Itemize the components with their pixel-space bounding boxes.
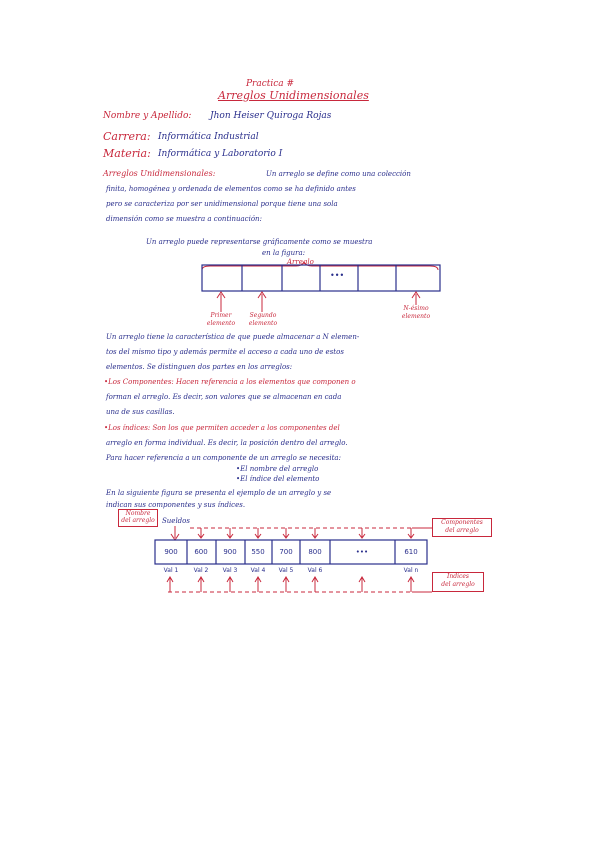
needs-item-1: •El índice del elemento (236, 475, 320, 483)
components-note-0: Componentes (441, 519, 483, 526)
intro-line-3: dimensión como se muestra a continuación: (106, 215, 262, 223)
body-line-1: tos del mismo tipo y además permite el acceso a cada uno de estos (106, 348, 344, 356)
page-title: Arreglos Unidimensionales (218, 89, 369, 102)
name-label: Nombre y Apellido: (103, 111, 192, 121)
closing-line-1: indican sus componentes y sus índices. (106, 501, 246, 509)
career-value: Informática Industrial (158, 132, 259, 142)
array-name: Sueldos (162, 517, 190, 525)
cell-value-n: 610 (404, 548, 418, 556)
index-label-1: Val 1 (163, 567, 179, 574)
cell-value-1: 900 (164, 548, 178, 556)
indices-line-0: •Los índices: Son los que permiten acceder a los componentes del (104, 424, 340, 432)
figure1-second-label-1: elemento (248, 320, 278, 327)
indices-line-1: arreglo en forma individual. Es decir, la posición dentro del arreglo. (106, 439, 348, 447)
intro-line-0: Un arreglo se define como una colección (266, 170, 411, 178)
array-name-note-0: Nombre (125, 510, 151, 517)
figure1-nth-label-1: elemento (401, 313, 431, 320)
figure1-first-label-1: elemento (206, 320, 236, 327)
index-label-n: Val n (403, 567, 419, 574)
array-name-note-1: del arreglo (121, 517, 155, 524)
figure1-ellipsis: ••• (330, 271, 345, 280)
cell-value-6: 800 (308, 548, 322, 556)
subject-value: Informática y Laboratorio I (158, 149, 283, 159)
cell-value-4: 550 (251, 548, 265, 556)
figure1-array-label: Arreglo (287, 258, 314, 266)
index-label-5: Val 5 (278, 567, 294, 574)
career-label: Carrera: (103, 130, 151, 143)
cell-ellipsis: ••• (355, 548, 369, 556)
subject-label: Materia: (103, 147, 151, 160)
components-line-0: •Los Componentes: Hacen referencia a los elementos que componen o (104, 378, 356, 386)
index-label-6: Val 6 (307, 567, 323, 574)
closing-line-0: En la siguiente figura se presenta el ejemplo de un arreglo y se (106, 489, 332, 497)
section-heading: Arreglos Unidimensionales: (103, 169, 216, 178)
figure1-caption-0: Un arreglo puede representarse gráficamente como se muestra (146, 238, 373, 246)
figure1-second-label-0: Segundo (249, 312, 277, 319)
title-line1: Practica # (246, 79, 295, 89)
body-line-2: elementos. Se distinguen dos partes en los arreglos: (106, 363, 293, 371)
name-value: Jhon Heiser Quiroga Rojas (210, 111, 332, 121)
index-label-4: Val 4 (250, 567, 266, 574)
figure1-caption-1: en la figura: (262, 249, 306, 257)
figure1-first-label-0: Primer (210, 312, 232, 319)
cell-value-5: 700 (279, 548, 293, 556)
indices-note-0: Índices (447, 573, 469, 580)
cell-value-2: 600 (194, 548, 208, 556)
indices-line-2: Para hacer referencia a un componente de un arreglo se necesita: (106, 454, 341, 462)
needs-item-0: •El nombre del arreglo (236, 465, 319, 473)
cell-value-3: 900 (223, 548, 237, 556)
indices-note-1: del arreglo (441, 581, 475, 588)
intro-line-2: pero se caracteriza por ser unidimensional porque tiene una sola (106, 200, 338, 208)
components-line-1: forman el arreglo. Es decir, son valores que se almacenan en cada (106, 393, 342, 401)
components-note-1: del arreglo (445, 527, 479, 534)
index-label-2: Val 2 (193, 567, 209, 574)
figure1-nth-label-0: N-ésimo (403, 305, 429, 312)
body-line-0: Un arreglo tiene la característica de que puede almacenar a N elemen- (106, 333, 360, 341)
index-label-3: Val 3 (222, 567, 238, 574)
intro-line-1: finita, homogénea y ordenada de elementos como se ha definido antes (106, 185, 356, 193)
components-line-2: una de sus casillas. (106, 408, 175, 416)
